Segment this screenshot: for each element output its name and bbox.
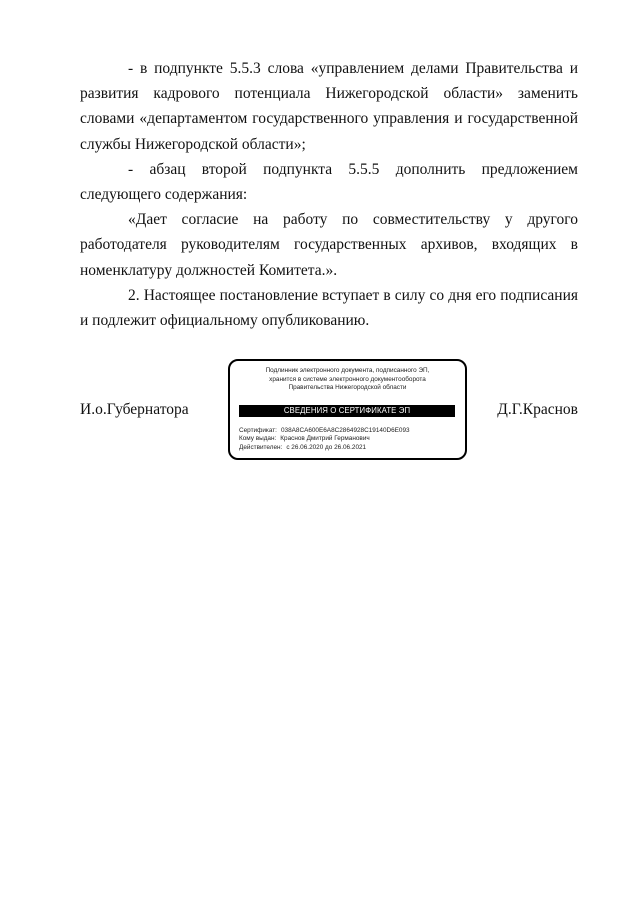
signature-block bbox=[80, 359, 578, 463]
stamp-certificate-label: Сертификат: bbox=[239, 427, 277, 434]
stamp-header-line: Правительства Нижегородской области bbox=[288, 384, 407, 392]
stamp-issued-to-value: Краснов Дмитрий Германович bbox=[280, 435, 370, 443]
paragraph-item-5-5-5: - абзац второй подпункта 5.5.5 дополнить предложением следующего содержания: bbox=[80, 160, 578, 204]
stamp-valid-label: Действителен: bbox=[239, 443, 283, 451]
stamp-valid-row bbox=[239, 444, 410, 452]
stamp-valid-value: с 26.06.2020 до 26.06.2021 bbox=[286, 443, 367, 451]
paragraph-effective-date: 2. Настоящее постановление вступает в силу со дня его подписания и подлежит официальному опубликованию. bbox=[80, 286, 578, 330]
stamp-certificate-details bbox=[239, 427, 410, 452]
stamp-header-line: Подлинник электронного документа, подписанного ЭП, bbox=[265, 367, 430, 374]
electronic-signature-stamp bbox=[228, 359, 467, 460]
stamp-issued-to-label: Кому выдан: bbox=[239, 435, 277, 443]
stamp-header bbox=[230, 367, 465, 393]
signatory-title: И.о.Губернатора bbox=[80, 401, 189, 418]
paragraph-quoted-addition: «Дает согласие на работу по совместительству у другого работодателя руководителям государственных архивов, входящих в номенклатуру должностей Комитета.». bbox=[80, 211, 578, 279]
stamp-certificate-band: СВЕДЕНИЯ О СЕРТИФИКАТЕ ЭП bbox=[239, 405, 455, 417]
stamp-header-line: хранится в системе электронного документооборота bbox=[269, 375, 426, 383]
stamp-certificate-value: 038A8CA600E6A8C2864928C19140D6E093 bbox=[280, 427, 410, 434]
paragraph-item-5-5-3: - в подпункте 5.5.3 слова «управлением делами Правительства и развития кадрового потенциала Нижегородской области» заменить словами «департаментом государственного управления и государственной службы Нижегородской области»; bbox=[80, 60, 578, 153]
stamp-issued-to-row bbox=[239, 435, 410, 443]
signatory-name: Д.Г.Краснов bbox=[497, 401, 578, 418]
document-body bbox=[80, 56, 578, 333]
